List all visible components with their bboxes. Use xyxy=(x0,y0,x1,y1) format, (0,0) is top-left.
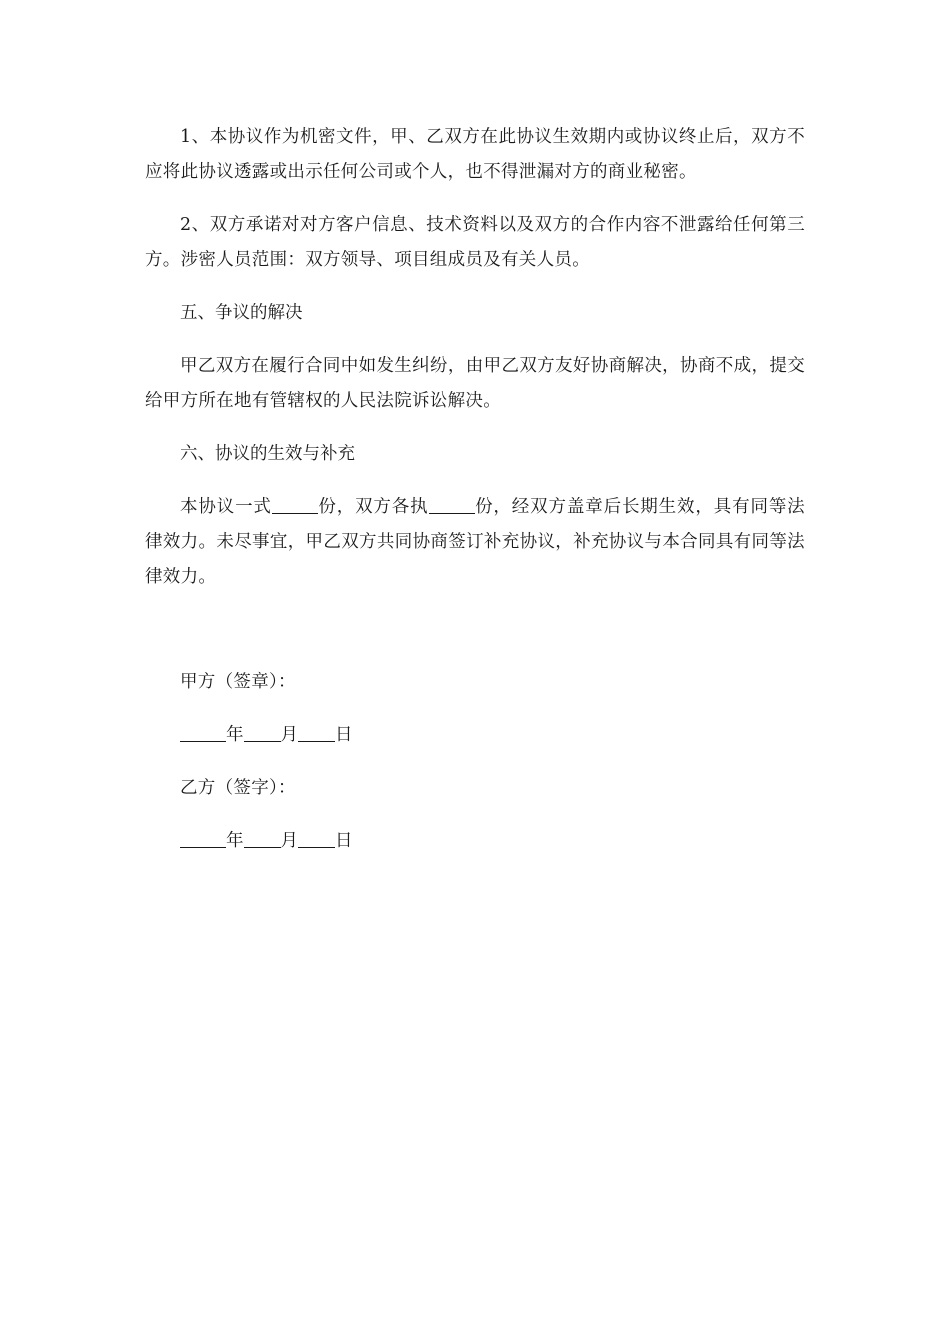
party-a-year-blank[interactable] xyxy=(180,721,226,742)
party-a-month-blank[interactable] xyxy=(244,721,281,742)
document-page xyxy=(145,120,805,877)
section-5-body: 甲乙双方在履行合同中如发生纠纷，由甲乙双方友好协商解决，协商不成，提交给甲方所在地有管辖权的人民法院诉讼解决。 xyxy=(145,356,805,411)
party-a-signature-label: 甲方（签章）： xyxy=(180,672,296,692)
copies-total-blank[interactable] xyxy=(272,493,318,514)
party-b-signature-label: 乙方（签字）： xyxy=(180,778,296,798)
month-label: 月 xyxy=(280,725,298,745)
clause-1: 1、本协议作为机密文件，甲、乙双方在此协议生效期内或协议终止后，双方不应将此协议透露或出示任何公司或个人，也不得泄漏对方的商业秘密。 xyxy=(145,127,805,182)
clause-2: 2、双方承诺对对方客户信息、技术资料以及双方的合作内容不泄露给任何第三方。涉密人员范围：双方领导、项目组成员及有关人员。 xyxy=(145,215,805,270)
party-b-day-blank[interactable] xyxy=(298,827,335,848)
day-label: 日 xyxy=(335,831,353,851)
day-label: 日 xyxy=(335,725,353,745)
section-6-text-2: 份，双方各执 xyxy=(317,497,429,517)
party-a-date-line xyxy=(145,718,805,753)
year-label: 年 xyxy=(226,725,244,745)
copies-each-blank[interactable] xyxy=(429,493,475,514)
month-label: 月 xyxy=(280,831,298,851)
year-label: 年 xyxy=(226,831,244,851)
party-b-year-blank[interactable] xyxy=(180,827,226,848)
party-a-day-blank[interactable] xyxy=(298,721,335,742)
section-6-text-3: 份，经双方盖章后长期生效，具有同等法律效力。未尽事宜，甲乙双方共同协商签订补充协议，补充协议与本合同具有同等法律效力。 xyxy=(145,497,805,587)
section-6-heading: 六、协议的生效与补充 xyxy=(180,444,355,464)
party-b-date-line xyxy=(145,824,805,859)
section-5-heading: 五、争议的解决 xyxy=(180,303,303,323)
section-6-text-1: 本协议一式 xyxy=(180,497,272,517)
section-6-body xyxy=(145,490,805,595)
party-b-month-blank[interactable] xyxy=(244,827,281,848)
signature-block xyxy=(145,665,805,859)
